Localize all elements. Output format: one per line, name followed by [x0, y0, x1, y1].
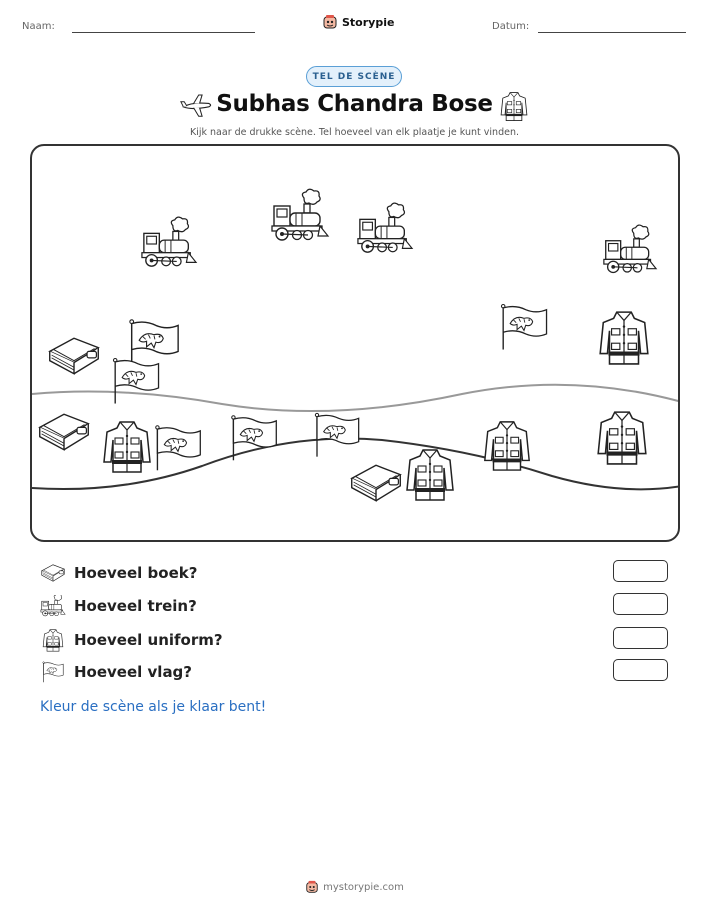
- scene-flag: [498, 302, 550, 352]
- scene-uniform: [594, 308, 654, 366]
- question-text: Hoeveel trein?: [74, 597, 197, 615]
- brand-name: Storypie: [342, 15, 395, 29]
- site-url: mystorypie.com: [323, 881, 404, 893]
- answer-box-uniform[interactable]: [613, 627, 668, 649]
- question-row-book: [40, 562, 197, 584]
- question-text: Hoeveel boek?: [74, 564, 198, 582]
- uniform-title-icon: [500, 90, 528, 122]
- scene-book: [46, 332, 102, 380]
- scene-book: [348, 458, 404, 508]
- brand-logo: [322, 14, 394, 30]
- name-line[interactable]: [72, 32, 255, 33]
- count-scene: [30, 144, 680, 542]
- answer-box-train[interactable]: [613, 593, 668, 615]
- question-text: Hoeveel vlag?: [74, 663, 193, 681]
- question-row-train: [40, 595, 197, 617]
- book-icon: [40, 562, 66, 584]
- storypie-logo-icon: [305, 880, 319, 894]
- answer-box-book[interactable]: [613, 560, 668, 582]
- train-icon: [40, 595, 66, 617]
- scene-train: [270, 188, 330, 246]
- color-scene-note: Kleur de scène als je klaar bent!: [40, 699, 267, 715]
- question-text: Hoeveel uniform?: [74, 631, 223, 649]
- site-footer: [0, 880, 709, 894]
- storypie-logo-icon: [322, 14, 338, 30]
- scene-flag: [152, 424, 204, 472]
- scene-flag: [312, 410, 362, 460]
- uniform-icon: [40, 628, 66, 652]
- scene-book: [36, 408, 92, 456]
- page-subtitle: Kijk naar de drukke scène. Tel hoeveel van elk plaatje je kunt vinden.: [190, 127, 519, 138]
- question-row-uniform: [40, 628, 223, 652]
- count-scene-badge: TEL DE SCÈNE: [306, 66, 402, 87]
- scene-uniform: [482, 418, 532, 472]
- scene-train: [602, 224, 658, 278]
- date-label: Datum:: [492, 21, 530, 32]
- scene-uniform: [594, 408, 650, 466]
- flag-icon: [40, 661, 66, 683]
- date-line[interactable]: [538, 32, 686, 33]
- question-row-flag: [40, 661, 192, 683]
- scene-uniform: [102, 418, 152, 474]
- scene-train: [140, 216, 198, 272]
- page-title: Subhas Chandra Bose: [216, 91, 493, 117]
- scene-flag: [228, 414, 280, 462]
- name-label: Naam:: [22, 21, 55, 32]
- scene-train: [356, 202, 414, 258]
- scene-uniform: [404, 446, 456, 502]
- answer-box-flag[interactable]: [613, 659, 668, 681]
- scene-flag: [110, 356, 162, 406]
